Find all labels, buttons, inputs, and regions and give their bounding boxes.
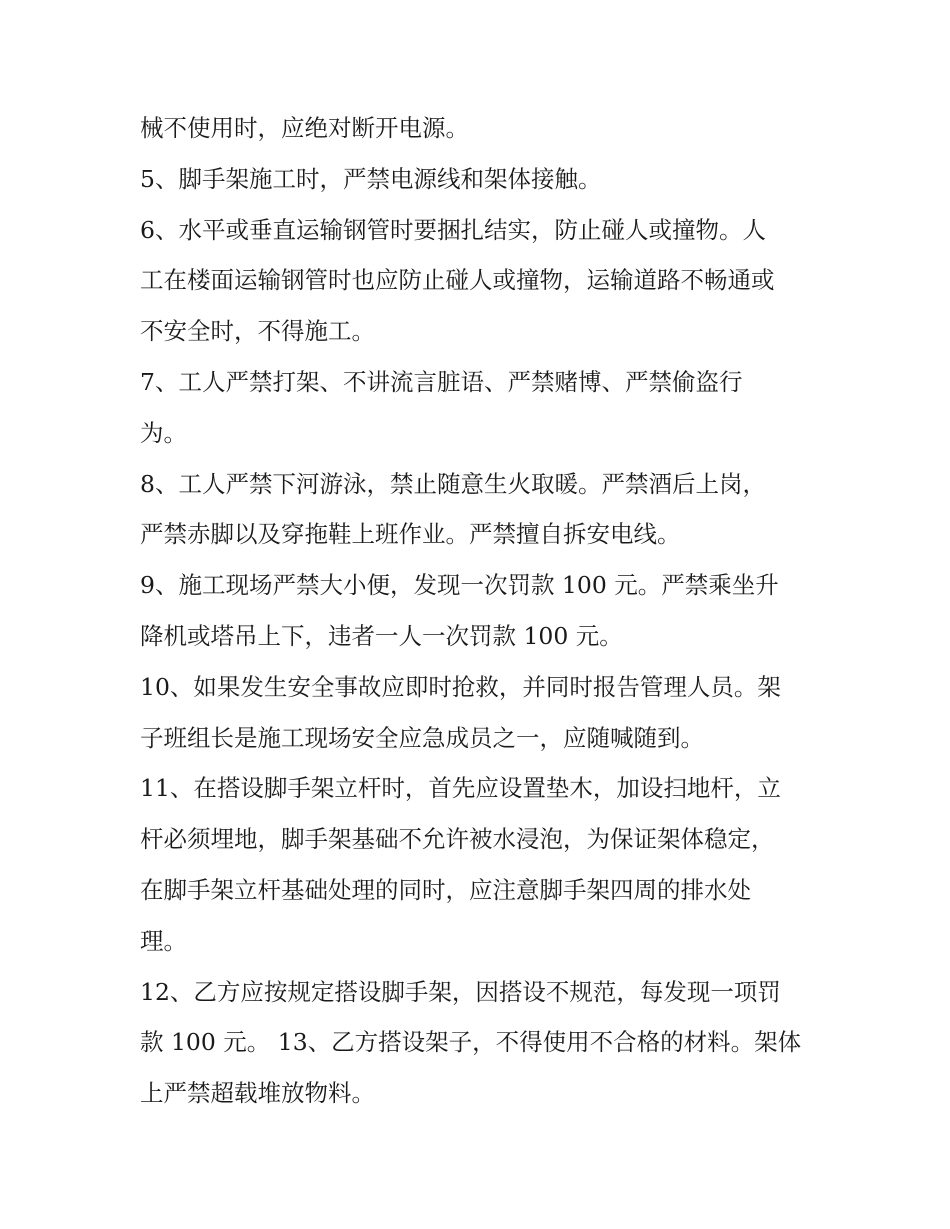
text-line: 12、乙方应按规定搭设脚手架，因搭设不规范，每发现一项罚 — [140, 977, 781, 1006]
text-line: 为。 — [140, 418, 187, 447]
text-line: 6、水平或垂直运输钢管时要捆扎结实，防止碰人或撞物。人 — [140, 215, 766, 244]
text-line: 7、工人严禁打架、不讲流言脏语、严禁赌博、严禁偷盗行 — [140, 367, 743, 396]
text-line: 杆必须埋地，脚手架基础不允许被水浸泡，为保证架体稳定， — [140, 825, 775, 854]
text-line: 10、如果发生安全事故应即时抢救，并同时报告管理人员。架 — [140, 672, 781, 701]
document-body — [140, 103, 815, 1119]
text-line: 9、施工现场严禁大小便，发现一次罚款 100 元。严禁乘坐升 — [140, 571, 779, 600]
text-line: 5、脚手架施工时，严禁电源线和架体接触。 — [140, 164, 602, 193]
text-line: 工在楼面运输钢管时也应防止碰人或撞物，运输道路不畅通或 — [140, 266, 775, 295]
text-line: 械不使用时，应绝对断开电源。 — [140, 114, 469, 142]
text-line: 严禁赤脚以及穿拖鞋上班作业。严禁擅自拆安电线。 — [140, 520, 681, 549]
text-line: 不安全时，不得施工。 — [140, 317, 375, 346]
text-line: 降机或塔吊上下，违者一人一次罚款 100 元。 — [140, 621, 623, 650]
text-line: 款 100 元。 13、乙方搭设架子，不得使用不合格的材料。架体 — [140, 1028, 802, 1057]
text-line: 理。 — [140, 926, 187, 955]
text-line: 上严禁超载堆放物料。 — [140, 1079, 375, 1108]
text-line: 子班组长是施工现场安全应急成员之一，应随喊随到。 — [140, 723, 704, 752]
text-line: 11、在搭设脚手架立杆时，首先应设置垫木，加设扫地杆，立 — [140, 774, 781, 803]
text-line: 8、工人严禁下河游泳，禁止随意生火取暖。严禁酒后上岗， — [140, 469, 766, 498]
text-line: 在脚手架立杆基础处理的同时，应注意脚手架四周的排水处 — [140, 875, 751, 904]
